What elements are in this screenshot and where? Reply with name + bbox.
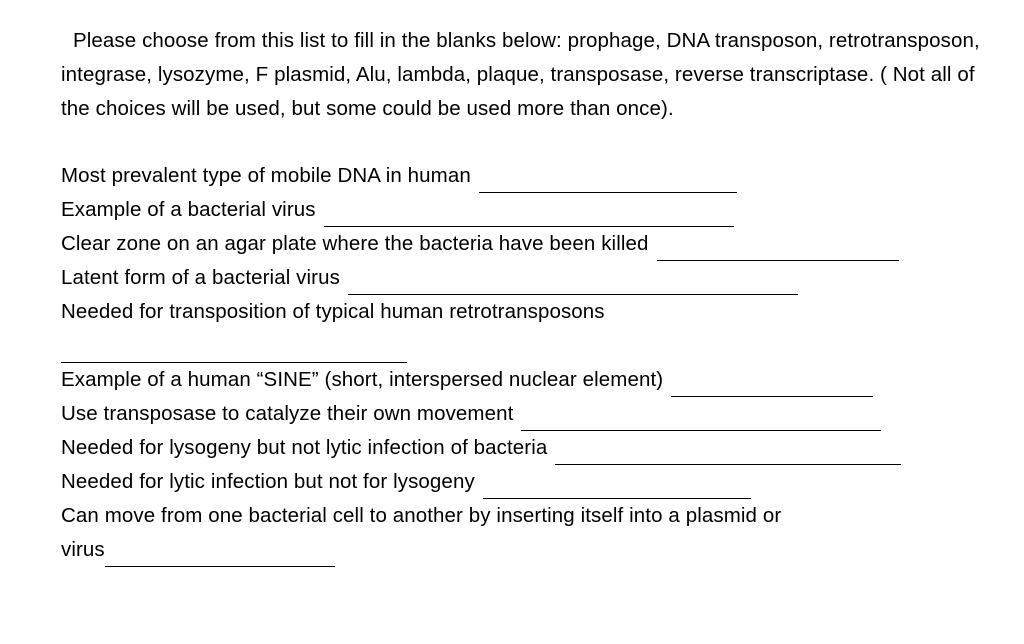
answer-blank-4[interactable] bbox=[348, 272, 798, 295]
question-7-text: Use transposase to catalyze their own movement bbox=[61, 402, 514, 425]
question-9 bbox=[61, 465, 996, 499]
question-4-text: Latent form of a bacterial virus bbox=[61, 266, 340, 289]
question-10-continued bbox=[61, 533, 996, 567]
answer-blank-6[interactable] bbox=[671, 374, 873, 397]
answer-blank-1[interactable] bbox=[479, 170, 737, 193]
question-10-text-line-2: virus bbox=[61, 538, 105, 561]
question-3-text: Clear zone on an agar plate where the bacteria have been killed bbox=[61, 232, 649, 255]
answer-blank-2[interactable] bbox=[324, 204, 734, 227]
answer-blank-8[interactable] bbox=[555, 442, 901, 465]
question-4 bbox=[61, 261, 996, 295]
question-2-text: Example of a bacterial virus bbox=[61, 198, 316, 221]
answer-blank-10[interactable] bbox=[105, 544, 335, 567]
question-1-text: Most prevalent type of mobile DNA in human bbox=[61, 164, 471, 187]
question-3 bbox=[61, 227, 996, 261]
answer-blank-7[interactable] bbox=[521, 408, 881, 431]
question-6-text: Example of a human “SINE” (short, interspersed nuclear element) bbox=[61, 368, 664, 391]
instructions-paragraph: Please choose from this list to fill in the blanks below: prophage, DNA transposon, retrotransposon, integrase, lysozyme, F plasmid, Alu, lambda, plaque, transposase, reverse transcriptase. ( Not all of the choices will be used, but some could be used more than once). bbox=[61, 29, 980, 120]
question-6 bbox=[61, 363, 996, 397]
question-5-text: Needed for transposition of typical human retrotransposons bbox=[61, 300, 605, 323]
answer-blank-9[interactable] bbox=[483, 476, 751, 499]
question-8-text: Needed for lysogeny but not lytic infection of bacteria bbox=[61, 436, 548, 459]
question-9-text: Needed for lytic infection but not for lysogeny bbox=[61, 470, 475, 493]
question-10 bbox=[61, 499, 996, 533]
question-5 bbox=[61, 295, 996, 329]
question-1 bbox=[61, 159, 996, 193]
question-10-text-line-1: Can move from one bacterial cell to another by inserting itself into a plasmid or bbox=[61, 504, 782, 527]
question-7 bbox=[61, 397, 996, 431]
question-2 bbox=[61, 193, 996, 227]
answer-blank-5[interactable] bbox=[61, 340, 407, 363]
question-5-answer-line bbox=[61, 329, 996, 363]
question-8 bbox=[61, 431, 996, 465]
worksheet bbox=[61, 24, 996, 567]
answer-blank-3[interactable] bbox=[657, 238, 899, 261]
